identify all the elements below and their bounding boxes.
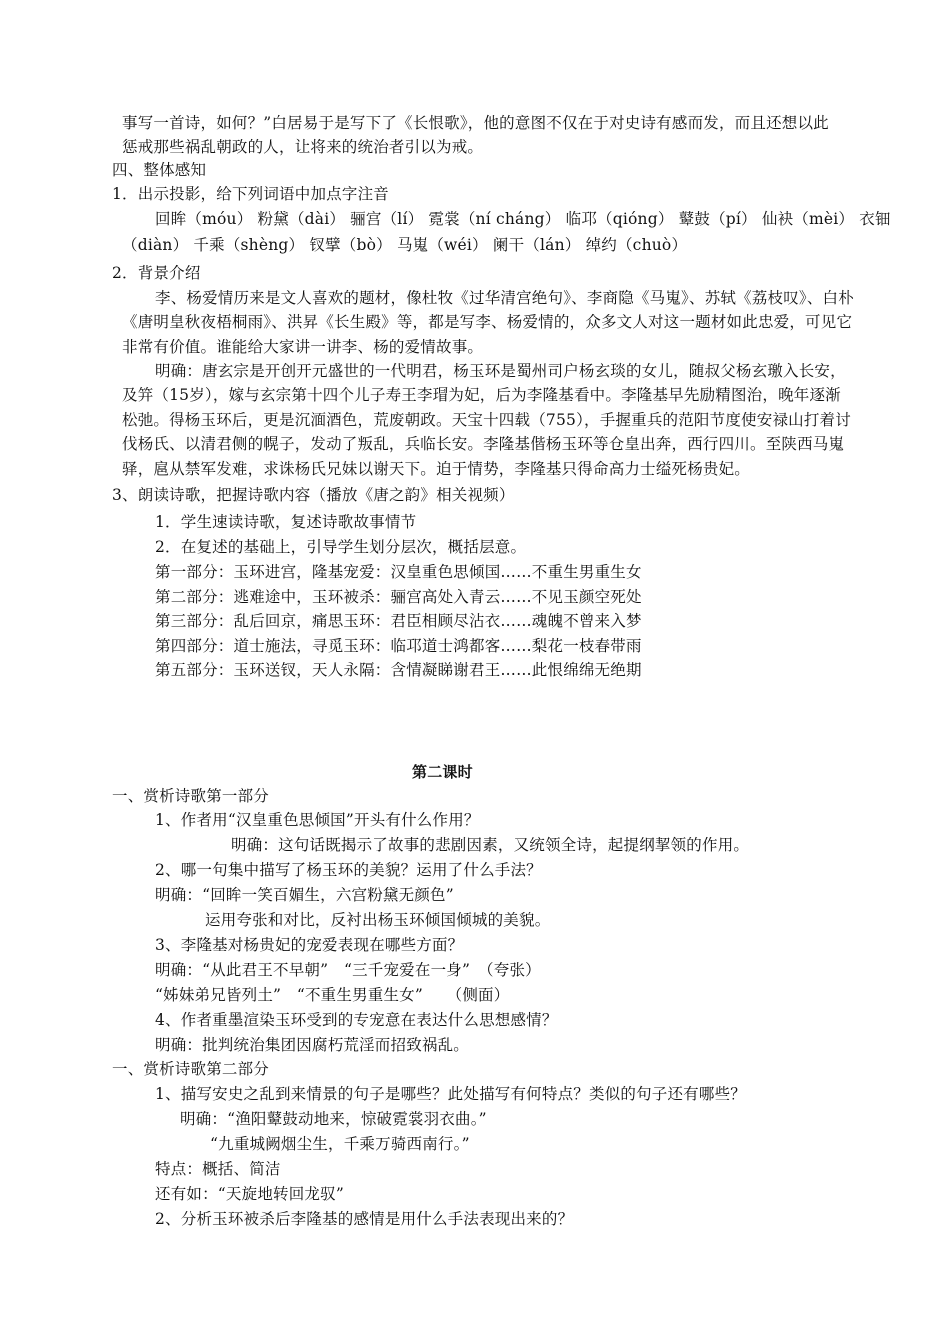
text-line: 第一部分：玉环进宫，隆基宠爱：汉皇重色思倾国……不重生男重生女: [155, 563, 642, 581]
text-line: 回眸（móu） 粉黛（dài） 骊宫（lí） 霓裳（ní cháng） 临邛（qióng） 鼙鼓（pí） 仙袂（mèi） 衣钿: [155, 210, 891, 228]
text-line: 及笄（15岁），嫁与玄宗第十四个儿子寿王李瑁为妃，后为李隆基看中。李隆基早先励精图治，晚年逐渐: [122, 386, 841, 404]
question: 3、李隆基对杨贵妃的宠爱表现在哪些方面？: [155, 936, 464, 954]
text-line: 李、杨爱情历来是文人喜欢的题材，像杜牧《过华清宫绝句》、李商隐《马嵬》、苏轼《荔枝叹》、白朴: [155, 289, 854, 307]
question: 4、作者重墨渲染玉环受到的专宠意在表达什么思想感情？: [155, 1011, 558, 1029]
text-line: 明确：唐玄宗是开创开元盛世的一代明君，杨玉环是蜀州司户杨玄琰的女儿，随叔父杨玄璬入长安，: [155, 362, 846, 380]
text-line: 2．在复述的基础上，引导学生划分层次，概括层意。: [155, 538, 527, 556]
text-line: 1．出示投影，给下列词语中加点字注音: [112, 185, 389, 203]
text-line: 运用夸张和对比，反衬出杨玉环倾国倾城的美貌。: [205, 911, 551, 929]
answer: 明确：“从此君王不早朝” “三千宠爱在一身” （夸张）: [155, 961, 541, 979]
lesson-title: 第二课时: [412, 763, 473, 781]
text-line: 还有如：“天旋地转回龙驭”: [155, 1185, 344, 1203]
text-line: 第四部分：道士施法，寻觅玉环：临邛道士鸿都客……梨花一枝春带雨: [155, 637, 642, 655]
text-line: 1．学生速读诗歌，复述诗歌故事情节: [155, 513, 417, 531]
text-line: 3、朗读诗歌，把握诗歌内容（播放《唐之韵》相关视频）: [112, 486, 515, 504]
text-line: 惩戒那些祸乱朝政的人，让将来的统治者引以为戒。: [122, 138, 484, 156]
answer: 明确：“渔阳鼙鼓动地来，惊破霓裳羽衣曲。”: [180, 1110, 487, 1128]
section-heading: 一、赏析诗歌第一部分: [112, 787, 270, 805]
text-line: 非常有价值。谁能给大家讲一讲李、杨的爱情故事。: [122, 338, 484, 356]
text-line: 2．背景介绍: [112, 264, 201, 282]
question: 1、作者用“汉皇重色思倾国”开头有什么作用？: [155, 811, 480, 829]
answer: 明确：“回眸一笑百媚生，六宫粉黛无颜色”: [155, 886, 454, 904]
question: 2、哪一句集中描写了杨玉环的美貌？运用了什么手法？: [155, 861, 542, 879]
text-line: 事写一首诗，如何？”白居易于是写下了《长恨歌》，他的意图不仅在于对史诗有感而发，而且还想以此: [122, 114, 829, 132]
text-line: 伐杨氏、以清君侧的幌子，发动了叛乱，兵临长安。李隆基偕杨玉环等仓皇出奔，西行四川。至陕西马嵬: [122, 435, 845, 453]
text-line: 松弛。得杨玉环后，更是沉湎酒色，荒废朝政。天宝十四载（755），手握重兵的范阳节度使安禄山打着讨: [122, 411, 851, 429]
text-line: 《唐明皇秋夜梧桐雨》、洪昇《长生殿》等，都是写李、杨爱情的，众多文人对这一题材如此忠爱，可见它: [122, 313, 853, 331]
text-line: “姊妹弟兄皆列土” “不重生男重生女” （侧面）: [155, 986, 510, 1004]
text-line: “九重城阙烟尘生，千乘万骑西南行。”: [210, 1135, 470, 1153]
text-line: 第二部分：逃难途中，玉环被杀：骊宫高处入青云……不见玉颜空死处: [155, 588, 642, 606]
answer: 明确：这句话既揭示了故事的悲剧因素，又统领全诗，起提纲挈领的作用。: [231, 836, 750, 854]
question: 1、描写安史之乱到来情景的句子是哪些？此处描写有何特点？类似的句子还有哪些？: [155, 1085, 746, 1103]
question: 2、分析玉环被杀后李隆基的感情是用什么手法表现出来的？: [155, 1210, 574, 1228]
text-line: 第三部分：乱后回京，痛思玉环：君臣相顾尽沾衣……魂魄不曾来入梦: [155, 612, 642, 630]
text-line: （diàn） 千乘（shèng） 钗擘（bò） 马嵬（wéi） 阑干（lán） 绰约（chuò）: [122, 236, 688, 254]
section-heading: 一、赏析诗歌第二部分: [112, 1060, 270, 1078]
answer: 明确：批判统治集团因腐朽荒淫而招致祸乱。: [155, 1036, 470, 1054]
text-line: 特点：概括、简洁: [155, 1160, 281, 1178]
text-line: 第五部分：玉环送钗，天人永隔：含情凝睇谢君王……此恨绵绵无绝期: [155, 661, 642, 679]
section-heading: 四、整体感知: [112, 161, 207, 179]
text-line: 驿，扈从禁军发难，求诛杨氏兄妹以谢天下。迫于情势，李隆基只得命高力士缢死杨贵妃。: [122, 460, 751, 478]
